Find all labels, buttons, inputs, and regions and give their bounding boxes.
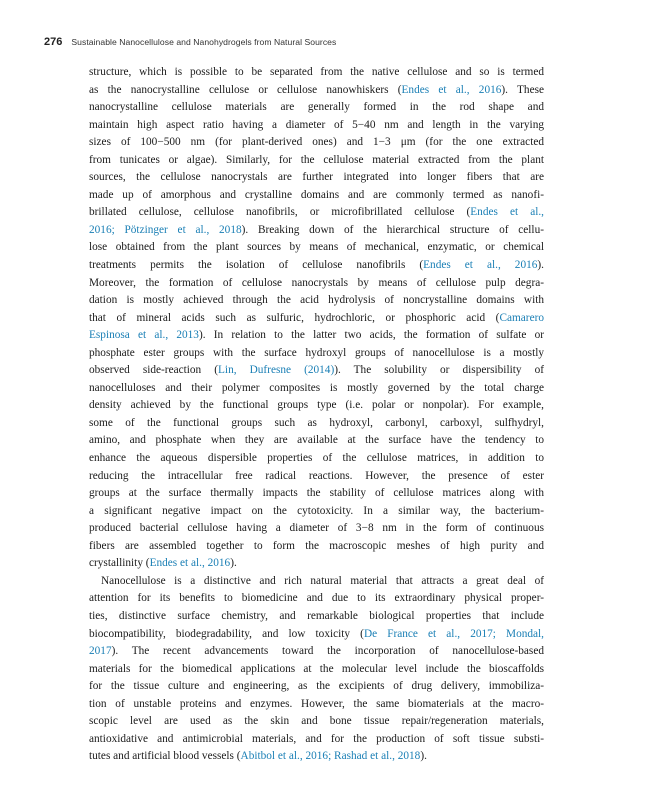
text-segment: ties, distinctive surface chemistry, and remarkable biological properties that include	[89, 609, 544, 622]
text-line	[89, 117, 544, 135]
body-text	[89, 64, 544, 766]
citation-link[interactable]: De France et al., 2017; Mondal,	[363, 627, 544, 640]
text-line	[89, 327, 544, 345]
text-line	[89, 713, 544, 731]
text-line	[89, 520, 544, 538]
text-line	[89, 187, 544, 205]
text-line	[89, 362, 544, 380]
text-segment: treatments permits the isolation of cellulose nanofibrils (	[89, 259, 424, 272]
text-line	[89, 432, 544, 450]
text-segment: observed side-reaction (	[89, 364, 219, 377]
text-segment: biocompatibility, biodegradability, and low toxicity (	[89, 627, 364, 640]
text-line	[89, 310, 544, 328]
text-line	[89, 99, 544, 117]
text-segment: tutes and artificial blood vessels (	[89, 750, 241, 763]
text-segment: brillated cellulose, cellulose nanofibrils, or microfibrillated cellulose (	[89, 206, 471, 219]
text-segment: for the tissue culture and engineering, as the excipients of drug delivery, immobiliza-	[89, 680, 544, 693]
text-line	[89, 345, 544, 363]
text-segment: antioxidative and antimicrobial materials, and for the production of soft tissue substi-	[89, 732, 544, 745]
text-line	[89, 204, 544, 222]
text-line	[89, 503, 544, 521]
text-segment: phosphate ester groups with the surface hydroxyl groups of nanocellulose is a mostly	[89, 346, 544, 359]
text-line	[89, 590, 544, 608]
text-segment: nanocrystalline cellulose materials are generally formed in the rod shape and	[89, 101, 544, 114]
text-line	[89, 152, 544, 170]
text-segment: ). The recent advancements toward the incorporation of nanocellulose-based	[111, 645, 544, 658]
text-segment: tion of unstable proteins and enzymes. However, the same biomaterials at the macro-	[89, 697, 544, 710]
running-title: Sustainable Nanocellulose and Nanohydrogels from Natural Sources	[71, 37, 337, 47]
text-segment: reducing the intracellular free radical reactions. However, the presence of ester	[89, 469, 544, 482]
text-segment: ). In relation to the latter two acids, the formation of sulfate or	[198, 329, 545, 342]
text-line	[89, 485, 544, 503]
text-segment: produced bacterial cellulose having a diameter of 3−8 nm in the form of continuous	[89, 522, 544, 535]
text-segment: materials for the biomedical applications at the molecular level include the bioscaffolds	[89, 662, 544, 675]
text-line	[89, 450, 544, 468]
text-segment: ).	[230, 557, 237, 570]
text-line	[89, 397, 544, 415]
text-segment: structure, which is possible to be separated from the native cellulose and so is termed	[89, 66, 544, 78]
text-line	[89, 678, 544, 696]
text-segment: density achieved by the functional groups type (i.e. polar or nonpolar). For example,	[89, 399, 544, 412]
citation-link[interactable]: Abitbol et al., 2016; Rashad et al., 2018	[240, 750, 421, 763]
text-segment: groups at the surface thermally impacts the stability of cellulose matrices along with	[89, 487, 544, 500]
text-line	[89, 239, 544, 257]
text-line	[89, 82, 544, 100]
text-line	[89, 257, 544, 275]
citation-link[interactable]: Endes et al., 2016	[149, 557, 231, 570]
citation-link[interactable]: 2016; Pötzinger et al., 2018	[89, 223, 242, 236]
text-segment: some of the functional groups such as hydroxyl, carbonyl, carboxyl, sulfhydryl,	[89, 416, 544, 429]
text-line	[89, 538, 544, 556]
text-segment: as the nanocrystalline cellulose or cellulose nanowhiskers (	[89, 83, 402, 96]
text-segment: made up of amorphous and crystalline domains and are commonly termed as nanofi-	[89, 188, 544, 201]
text-line	[89, 661, 544, 679]
text-line	[89, 608, 544, 626]
text-line	[89, 415, 544, 433]
text-segment: attention for its benefits to biomedicine and due to its extraordinary physical proper-	[89, 592, 544, 605]
text-segment: scopic level are used as the skin and bone tissue repair/regeneration materials,	[89, 715, 544, 728]
page-header	[44, 36, 336, 52]
citation-link[interactable]: Espinosa et al., 2013	[89, 329, 199, 342]
citation-link[interactable]: Lin, Dufresne (2014)	[218, 364, 335, 377]
text-segment: maintain high aspect ratio having a diameter of 5−40 nm and length in the varying	[89, 118, 544, 131]
citation-link[interactable]: Endes et al.,	[470, 206, 544, 219]
text-segment: dation is mostly achieved through the acid hydrolysis of noncrystalline domains with	[89, 294, 544, 307]
text-segment: enhance the aqueous dispersible properties of the cellulose matrices, in addition to	[89, 452, 544, 465]
text-line	[89, 380, 544, 398]
text-segment: fibers are assembled together to form the macroscopic meshes of high purity and	[89, 539, 544, 552]
text-line	[89, 731, 544, 749]
text-line	[89, 134, 544, 152]
text-segment: sizes of 100−500 nm (for plant-derived ones) and 1−3 μm (for the one extracted	[89, 136, 544, 149]
text-segment: sources, the cellulose nanocrystals are further integrated into longer fibers that are	[89, 171, 544, 184]
text-segment: a significant negative impact on the cytotoxicity. In a similar way, the bacterium-	[89, 504, 544, 517]
text-segment: Nanocellulose is a distinctive and rich natural material that attracts a great deal of	[101, 574, 544, 587]
text-line	[89, 222, 544, 240]
citation-link[interactable]: Endes et al., 2016	[423, 259, 538, 272]
text-segment: amino, and phosphate when they are available at the surface have the tendency to	[89, 434, 544, 447]
text-segment: ). The solubility or dispersibility of	[334, 364, 544, 377]
text-line	[89, 626, 544, 644]
text-segment: Moreover, the formation of cellulose nanocrystals by means of cellulose pulp degra-	[89, 276, 544, 289]
text-line	[89, 748, 544, 766]
paragraph	[89, 64, 544, 573]
text-line	[89, 64, 544, 82]
text-line	[89, 643, 544, 661]
text-segment: ). These	[501, 83, 545, 96]
text-line	[89, 573, 544, 591]
text-line	[89, 169, 544, 187]
text-segment: lose obtained from the plant sources by means of mechanical, enzymatic, or chemical	[89, 241, 544, 254]
text-segment: ).	[420, 750, 427, 763]
citation-link[interactable]: 2017	[89, 645, 112, 658]
text-segment: ). Breaking down of the hierarchical structure of cellu-	[241, 223, 544, 236]
text-line	[89, 275, 544, 293]
paragraph	[89, 573, 544, 766]
citation-link[interactable]: Endes et al., 2016	[401, 83, 502, 96]
text-segment: nanocelluloses and their polymer composites is mostly governed by the total charge	[89, 381, 544, 394]
text-segment: ).	[537, 259, 544, 272]
citation-link[interactable]: Camarero	[499, 311, 544, 324]
page-number: 276	[44, 36, 63, 48]
text-segment: that of mineral acids such as sulfuric, hydrochloric, or phosphoric acid (	[89, 311, 500, 324]
text-line	[89, 468, 544, 486]
text-segment: crystallinity (	[89, 557, 150, 570]
text-line	[89, 696, 544, 714]
text-line	[89, 292, 544, 310]
text-line	[89, 555, 544, 573]
text-segment: from tunicates or algae). Similarly, for the cellulose material extracted from the plant	[89, 153, 544, 166]
